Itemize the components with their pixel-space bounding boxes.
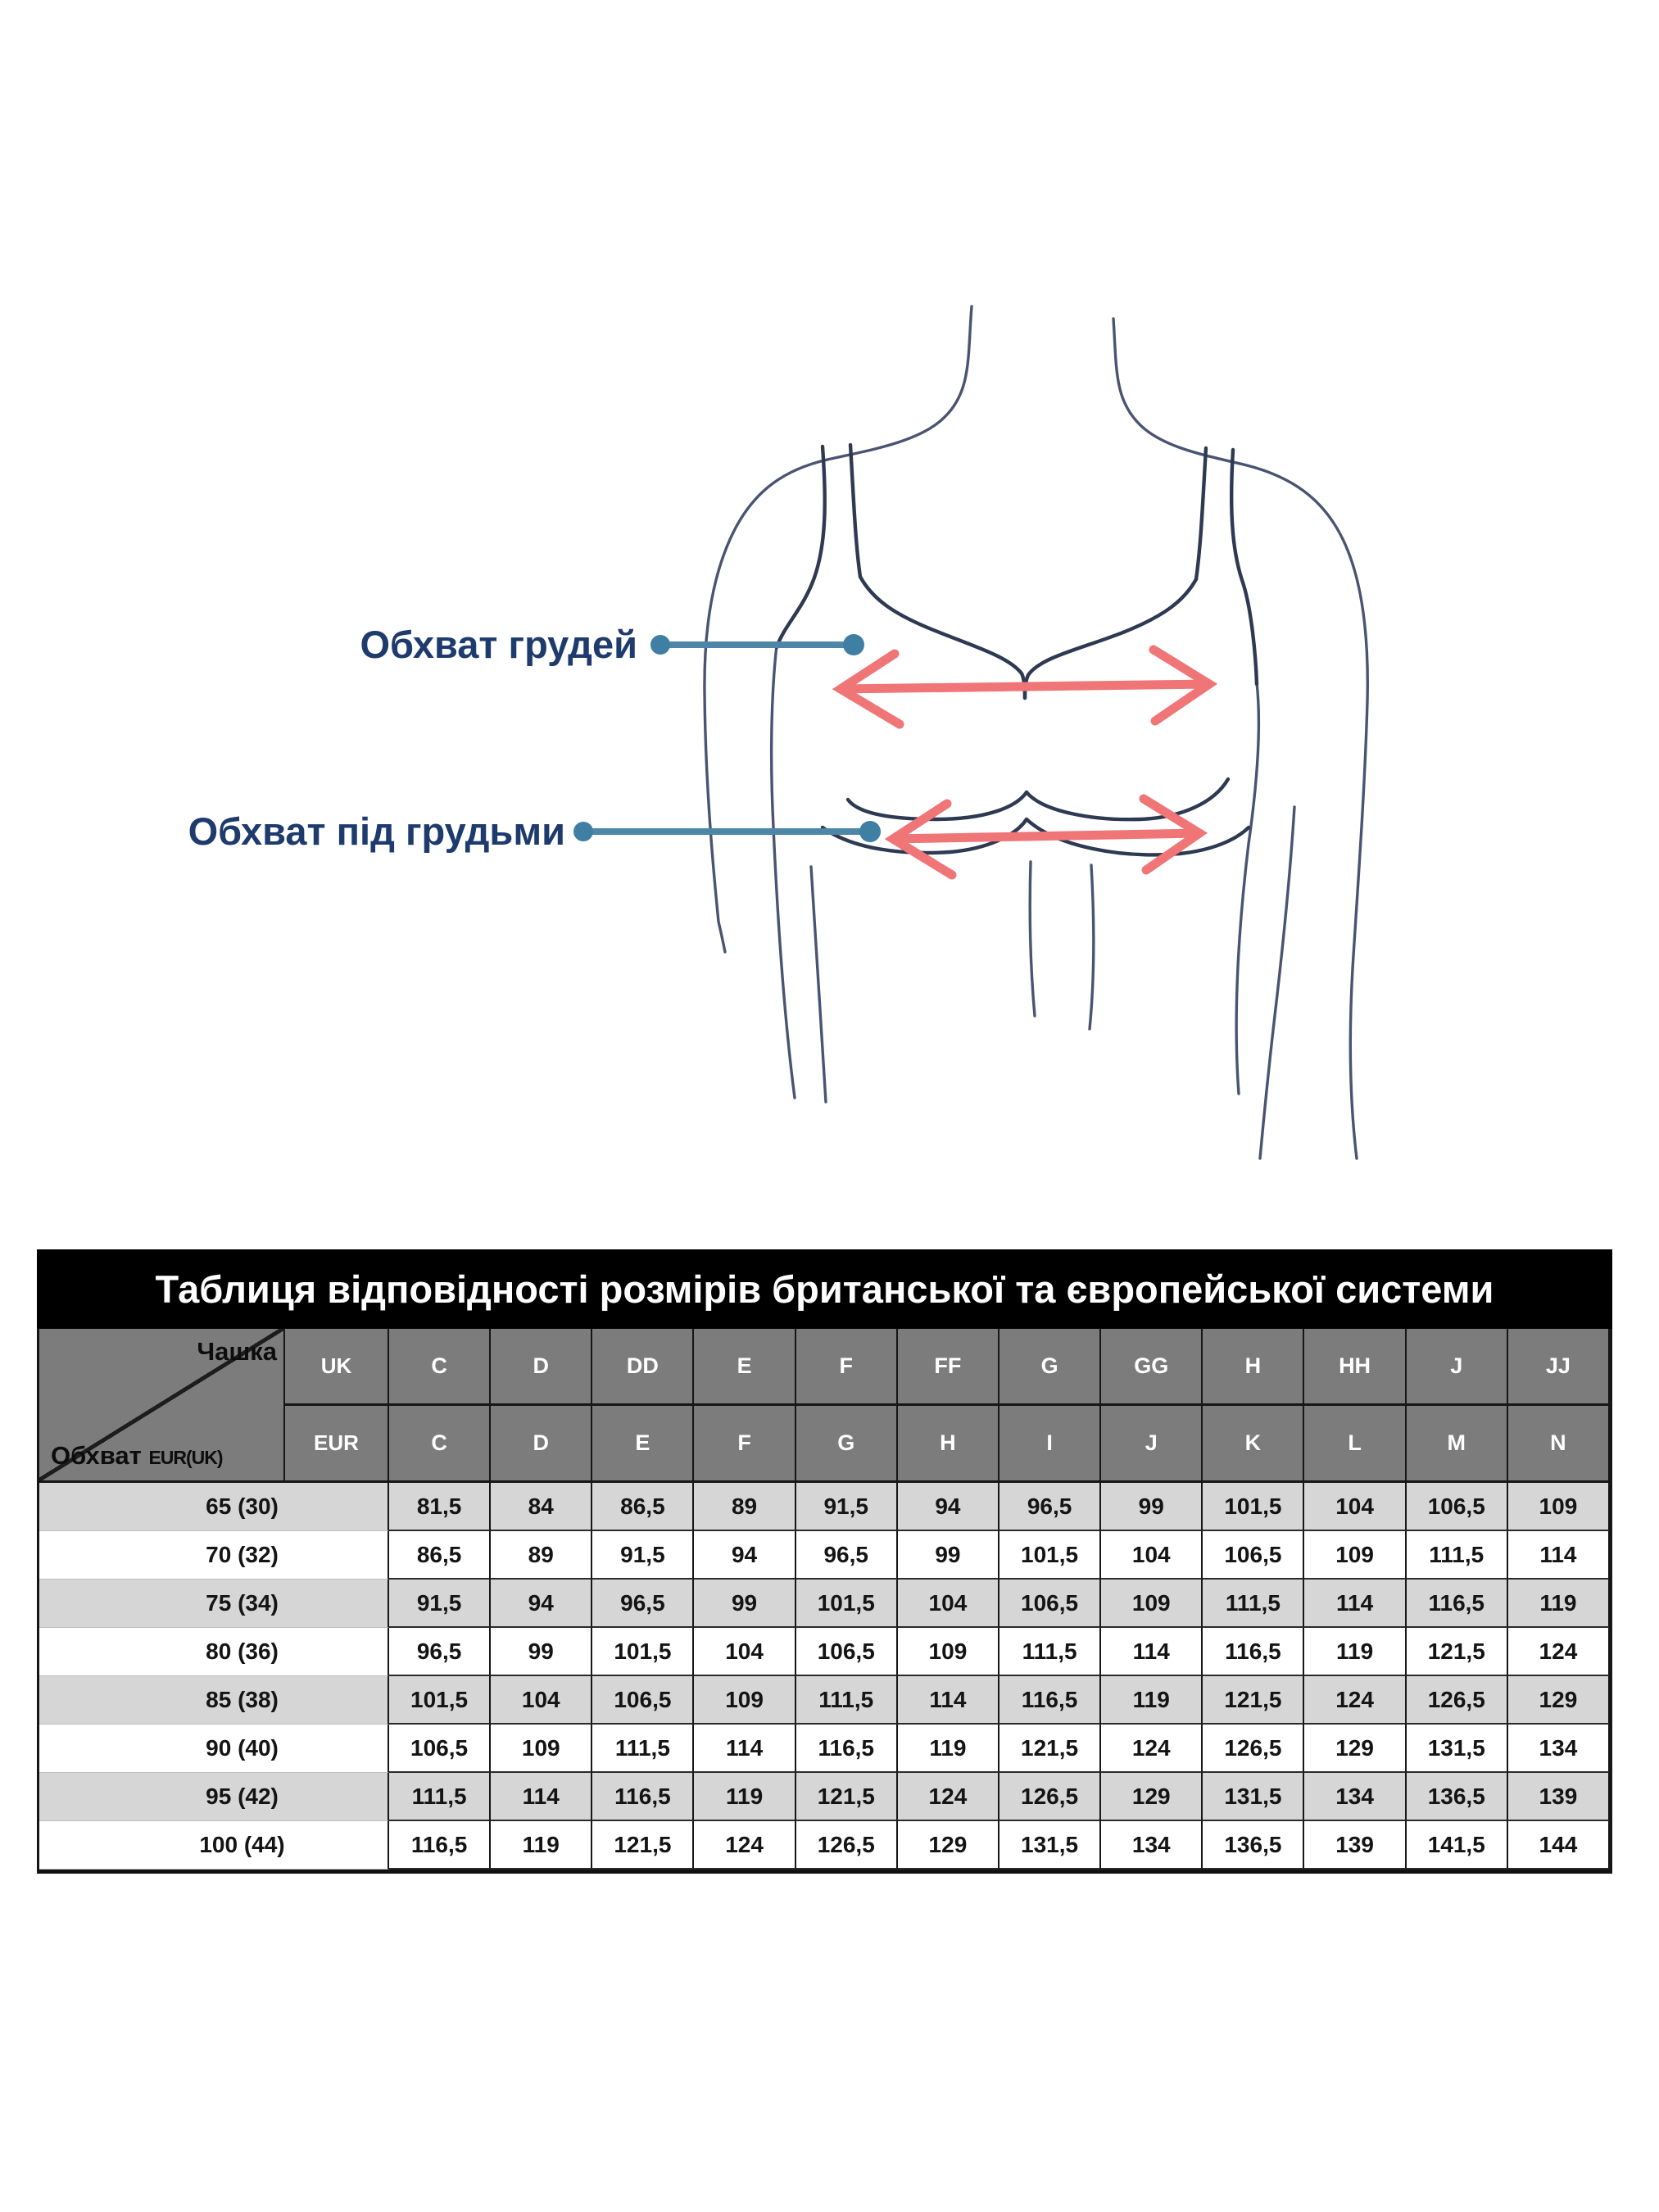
uk-cup-cell: JJ — [1508, 1329, 1610, 1406]
uk-cup-cell: DD — [592, 1329, 694, 1406]
size-value-cell: 119 — [491, 1821, 592, 1870]
size-value-cell: 114 — [898, 1676, 999, 1725]
band-label-cell: 75 (34) — [39, 1580, 389, 1628]
size-value-cell: 114 — [491, 1773, 592, 1821]
band-label-cell: 65 (30) — [39, 1483, 389, 1531]
size-value-cell: 124 — [1304, 1676, 1406, 1725]
size-value-cell: 116,5 — [796, 1725, 898, 1773]
size-value-cell: 89 — [491, 1531, 592, 1580]
underbust-center-right-line — [1090, 865, 1094, 1029]
size-value-cell: 101,5 — [1203, 1483, 1304, 1531]
eur-cup-cell: N — [1508, 1406, 1610, 1483]
eur-cup-cell: M — [1407, 1406, 1508, 1483]
eur-cup-cell: C — [389, 1406, 491, 1483]
size-value-cell: 116,5 — [389, 1821, 491, 1870]
uk-cup-cell: GG — [1101, 1329, 1203, 1406]
size-value-cell: 131,5 — [999, 1821, 1101, 1870]
size-table — [37, 1249, 1612, 1874]
size-value-cell: 81,5 — [389, 1483, 491, 1531]
size-value-cell: 129 — [1508, 1676, 1610, 1725]
size-value-cell: 106,5 — [796, 1628, 898, 1676]
band-axis-label — [51, 1441, 223, 1471]
inner-arm-left-line — [811, 867, 826, 1102]
size-value-cell: 116,5 — [1407, 1580, 1508, 1628]
size-value-cell: 124 — [898, 1773, 999, 1821]
size-value-cell: 104 — [694, 1628, 796, 1676]
uk-system-cell: UK — [285, 1329, 389, 1406]
size-value-cell: 91,5 — [592, 1531, 694, 1580]
size-value-cell: 104 — [1304, 1483, 1406, 1531]
size-value-cell: 91,5 — [389, 1580, 491, 1628]
table-title: Таблиця відповідності розмірів британської та європейської системи — [37, 1249, 1612, 1329]
bust-leader-dot-right — [843, 634, 864, 655]
size-value-cell: 111,5 — [1203, 1580, 1304, 1628]
size-value-cell: 114 — [1508, 1531, 1610, 1580]
size-value-cell: 91,5 — [796, 1483, 898, 1531]
eur-cup-cell: J — [1101, 1406, 1203, 1483]
size-value-cell: 106,5 — [999, 1580, 1101, 1628]
band-axis-word: Обхват — [51, 1441, 142, 1470]
shoulder-arm-left-line — [705, 460, 827, 952]
size-value-cell: 111,5 — [999, 1628, 1101, 1676]
size-value-cell: 99 — [491, 1628, 592, 1676]
corner-cell — [39, 1329, 285, 1483]
size-value-cell: 99 — [898, 1531, 999, 1580]
bust-arrow — [841, 650, 1209, 724]
cup-axis-label: Чашка — [197, 1337, 277, 1366]
size-value-cell: 86,5 — [389, 1531, 491, 1580]
size-value-cell: 109 — [898, 1628, 999, 1676]
band-label-cell: 70 (32) — [39, 1531, 389, 1580]
size-value-cell: 136,5 — [1203, 1821, 1304, 1870]
size-value-cell: 96,5 — [389, 1628, 491, 1676]
eur-cup-cell: G — [796, 1406, 898, 1483]
size-value-cell: 134 — [1508, 1725, 1610, 1773]
size-value-cell: 111,5 — [1407, 1531, 1508, 1580]
uk-cup-cell: G — [999, 1329, 1101, 1406]
size-value-cell: 119 — [694, 1773, 796, 1821]
underbust-leader-line — [573, 821, 881, 842]
size-value-cell: 141,5 — [1407, 1821, 1508, 1870]
size-value-cell: 121,5 — [796, 1773, 898, 1821]
size-value-cell: 131,5 — [1407, 1725, 1508, 1773]
size-value-cell: 134 — [1101, 1821, 1203, 1870]
size-value-cell: 126,5 — [1407, 1676, 1508, 1725]
size-value-cell: 96,5 — [796, 1531, 898, 1580]
size-value-cell: 121,5 — [592, 1821, 694, 1870]
eur-system-cell: EUR — [285, 1406, 389, 1483]
size-value-cell: 121,5 — [999, 1725, 1101, 1773]
eur-cup-cell: F — [694, 1406, 796, 1483]
underbust-arrow-shaft — [893, 833, 1199, 839]
eur-cup-cell: D — [491, 1406, 592, 1483]
strap-right-inner — [1196, 448, 1206, 579]
size-grid — [37, 1329, 1612, 1874]
size-value-cell: 116,5 — [592, 1773, 694, 1821]
size-value-cell: 119 — [898, 1725, 999, 1773]
size-value-cell: 94 — [694, 1531, 796, 1580]
size-value-cell: 136,5 — [1407, 1773, 1508, 1821]
bust-arrow-shaft — [841, 684, 1209, 689]
size-value-cell: 101,5 — [592, 1628, 694, 1676]
size-value-cell: 111,5 — [592, 1725, 694, 1773]
size-value-cell: 99 — [1101, 1483, 1203, 1531]
size-value-cell: 124 — [694, 1821, 796, 1870]
inner-arm-right-line — [1260, 807, 1294, 1158]
size-value-cell: 109 — [1101, 1580, 1203, 1628]
torso-outline — [705, 306, 1367, 1158]
size-value-cell: 104 — [1101, 1531, 1203, 1580]
size-value-cell: 119 — [1101, 1676, 1203, 1725]
size-value-cell: 94 — [898, 1483, 999, 1531]
strap-right-outer — [1231, 450, 1257, 684]
size-value-cell: 126,5 — [796, 1821, 898, 1870]
uk-cup-cell: F — [796, 1329, 898, 1406]
size-value-cell: 106,5 — [592, 1676, 694, 1725]
size-value-cell: 101,5 — [796, 1580, 898, 1628]
size-value-cell: 104 — [898, 1580, 999, 1628]
size-value-cell: 124 — [1508, 1628, 1610, 1676]
size-value-cell: 121,5 — [1407, 1628, 1508, 1676]
size-value-cell: 129 — [1101, 1773, 1203, 1821]
cup-top-left — [860, 577, 1025, 698]
neck-right-line — [1113, 319, 1247, 465]
bust-leader-line — [650, 634, 864, 655]
neck-left-line — [827, 306, 972, 460]
cup-bottom-right — [1027, 779, 1228, 819]
size-value-cell: 94 — [491, 1580, 592, 1628]
size-value-cell: 119 — [1304, 1628, 1406, 1676]
size-value-cell: 116,5 — [1203, 1628, 1304, 1676]
size-value-cell: 114 — [1101, 1628, 1203, 1676]
size-value-cell: 111,5 — [389, 1773, 491, 1821]
size-value-cell: 86,5 — [592, 1483, 694, 1531]
bust-leader-dot-left — [650, 635, 670, 655]
size-value-cell: 139 — [1508, 1773, 1610, 1821]
eur-cup-cell: H — [898, 1406, 999, 1483]
uk-cup-cell: E — [694, 1329, 796, 1406]
band-label-cell: 80 (36) — [39, 1628, 389, 1676]
shoulder-arm-right-line — [1247, 465, 1367, 1158]
size-value-cell: 119 — [1508, 1580, 1610, 1628]
size-value-cell: 111,5 — [796, 1676, 898, 1725]
size-value-cell: 101,5 — [999, 1531, 1101, 1580]
size-value-cell: 109 — [491, 1725, 592, 1773]
torso-side-left-line — [772, 646, 795, 1098]
size-value-cell: 131,5 — [1203, 1773, 1304, 1821]
size-value-cell: 114 — [1304, 1580, 1406, 1628]
uk-cup-cell: C — [389, 1329, 491, 1406]
eur-cup-cell: K — [1203, 1406, 1304, 1483]
size-value-cell: 124 — [1101, 1725, 1203, 1773]
band-label-cell: 90 (40) — [39, 1725, 389, 1773]
size-value-cell: 106,5 — [389, 1725, 491, 1773]
size-value-cell: 134 — [1304, 1773, 1406, 1821]
size-value-cell: 101,5 — [389, 1676, 491, 1725]
size-value-cell: 129 — [898, 1821, 999, 1870]
size-value-cell: 121,5 — [1203, 1676, 1304, 1725]
size-value-cell: 96,5 — [592, 1580, 694, 1628]
size-value-cell: 126,5 — [1203, 1725, 1304, 1773]
band-label-cell: 100 (44) — [39, 1821, 389, 1870]
size-value-cell: 129 — [1304, 1725, 1406, 1773]
size-value-cell: 84 — [491, 1483, 592, 1531]
size-value-cell: 116,5 — [999, 1676, 1101, 1725]
size-value-cell: 109 — [694, 1676, 796, 1725]
uk-cup-cell: D — [491, 1329, 592, 1406]
eur-cup-cell: L — [1304, 1406, 1406, 1483]
size-value-cell: 104 — [491, 1676, 592, 1725]
size-value-cell: 144 — [1508, 1821, 1610, 1870]
uk-cup-cell: HH — [1304, 1329, 1406, 1406]
eur-cup-cell: I — [999, 1406, 1101, 1483]
underbust-arrow — [893, 799, 1199, 875]
bust-label: Обхват грудей — [360, 623, 637, 666]
size-value-cell: 126,5 — [999, 1773, 1101, 1821]
underbust-label: Обхват під грудьми — [188, 809, 565, 853]
size-value-cell: 114 — [694, 1725, 796, 1773]
size-value-cell: 139 — [1304, 1821, 1406, 1870]
size-value-cell: 106,5 — [1407, 1483, 1508, 1531]
size-value-cell: 96,5 — [999, 1483, 1101, 1531]
size-value-cell: 99 — [694, 1580, 796, 1628]
uk-cup-cell: J — [1407, 1329, 1508, 1406]
eur-cup-cell: E — [592, 1406, 694, 1483]
size-value-cell: 109 — [1304, 1531, 1406, 1580]
strap-left-inner — [850, 445, 860, 577]
uk-cup-cell: H — [1203, 1329, 1304, 1406]
size-value-cell: 109 — [1508, 1483, 1610, 1531]
band-label-cell: 95 (42) — [39, 1773, 389, 1821]
band-label-cell: 85 (38) — [39, 1676, 389, 1725]
underbust-leader-dot-left — [573, 822, 593, 841]
band-axis-suffix: EUR(UK) — [148, 1447, 223, 1468]
uk-cup-cell: FF — [898, 1329, 999, 1406]
size-value-cell: 106,5 — [1203, 1531, 1304, 1580]
torso-side-right-line — [1236, 682, 1258, 1094]
underbust-leader-dot-right — [859, 821, 881, 842]
underbust-center-left-line — [1030, 862, 1035, 1016]
size-value-cell: 89 — [694, 1483, 796, 1531]
